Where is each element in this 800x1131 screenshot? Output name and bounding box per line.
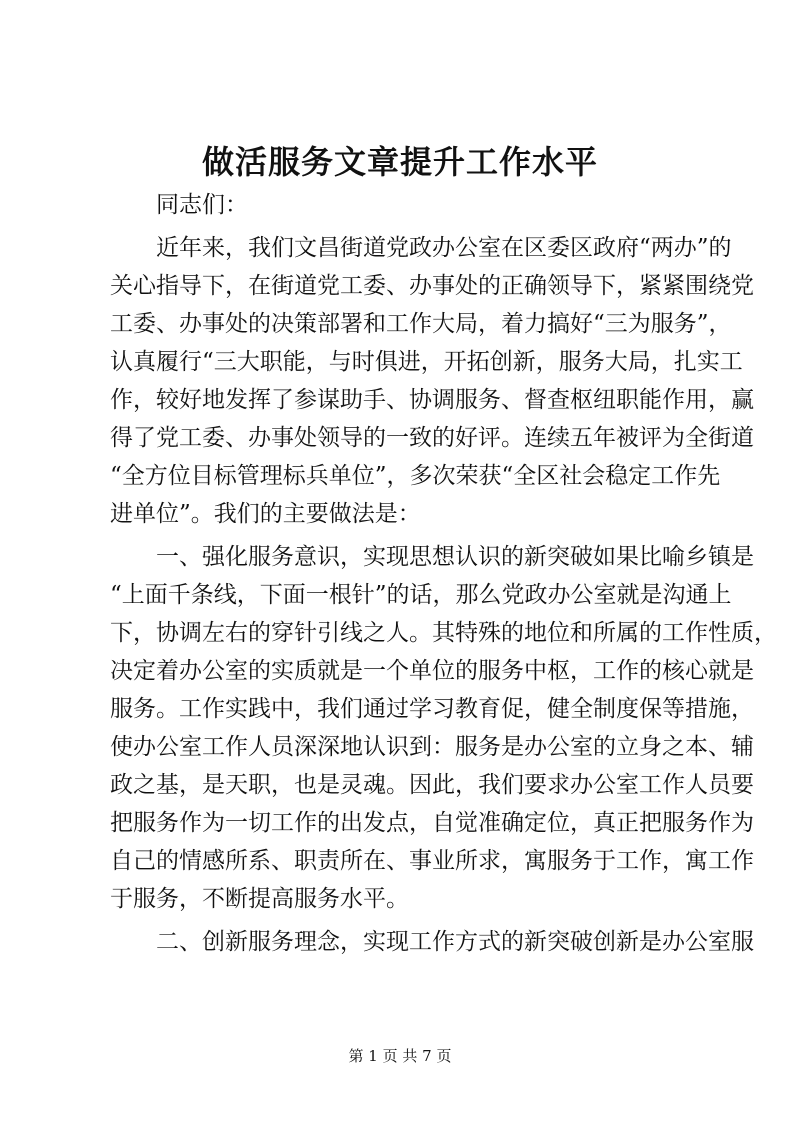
- paragraph-line: 得了党工委、办事处领导的一致的好评。连续五年被评为全街道: [110, 425, 754, 451]
- paragraph-line: 决定着办公室的实质就是一个单位的服务中枢，工作的核心就是: [110, 658, 754, 684]
- paragraph-2: [110, 538, 777, 918]
- salutation-text: 同志们：: [156, 192, 248, 218]
- paragraph-line: 近年来，我们文昌街道党政办公室在区委区政府“两办”的: [156, 235, 732, 261]
- paragraph-line: “上面千条线，下面一根针”的话，那么党政办公室就是沟通上: [110, 582, 732, 608]
- paragraph-line: 下，协调左右的穿针引线之人。其特殊的地位和所属的工作性质，: [110, 620, 777, 646]
- page-footer: 第 1 页 共 7 页: [348, 1047, 452, 1065]
- paragraph-line: 一、强化服务意识，实现思想认识的新突破如果比喻乡镇是: [156, 544, 754, 570]
- paragraph-1: [110, 229, 754, 533]
- paragraph-line: 自己的情感所系、职责所在、事业所求，寓服务于工作，寓工作: [110, 848, 754, 874]
- paragraph-line: 二、创新服务理念，实现工作方式的新突破创新是办公室服: [156, 929, 754, 955]
- paragraph-line: 使办公室工作人员深深地认识到：服务是办公室的立身之本、辅: [110, 734, 754, 760]
- document-title: 做活服务文章提升工作水平: [201, 143, 598, 181]
- paragraph-line: 认真履行“三大职能，与时俱进，开拓创新，服务大局，扎实工: [110, 349, 743, 375]
- paragraph-line: 于服务，不断提高服务水平。: [110, 886, 409, 912]
- paragraph-line: 进单位”。我们的主要做法是：: [110, 501, 421, 527]
- paragraph-line: “全方位目标管理标兵单位”，多次荣获“全区社会稳定工作先: [110, 463, 721, 489]
- document-body: [110, 186, 777, 961]
- paragraph-line: 把服务作为一切工作的出发点，自觉准确定位，真正把服务作为: [110, 810, 754, 836]
- paragraph-line: 服务。工作实践中，我们通过学习教育促，健全制度保等措施，: [110, 696, 754, 722]
- paragraph-line: 关心指导下，在街道党工委、办事处的正确领导下，紧紧围绕党: [110, 273, 754, 299]
- paragraph-3: [110, 923, 754, 961]
- paragraph-line: 作，较好地发挥了参谋助手、协调服务、督查枢纽职能作用，赢: [110, 387, 754, 413]
- paragraph-line: 政之基，是天职，也是灵魂。因此，我们要求办公室工作人员要: [110, 772, 754, 798]
- paragraph-line: 工委、办事处的决策部署和工作大局，着力搞好“三为服务”，: [110, 311, 732, 337]
- salutation: [110, 186, 710, 224]
